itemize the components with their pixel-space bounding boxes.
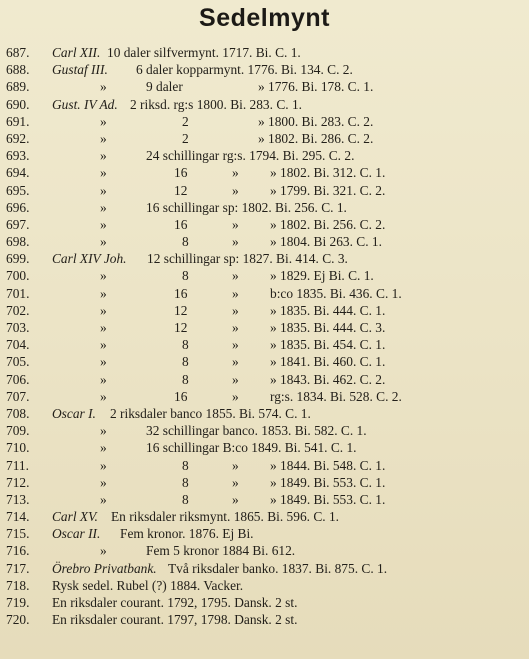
note-description: 24 schillingar rg:s. 1794. Bi. 295. C. 2. — [146, 148, 355, 164]
note-details: » 1835. Bi. 444. C. 3. — [270, 320, 386, 335]
ditto-mark: » — [100, 234, 107, 250]
list-item — [0, 302, 529, 319]
ditto-mark: » — [100, 371, 107, 387]
list-item — [0, 199, 529, 216]
list-item — [0, 164, 529, 181]
ditto-mark: » — [232, 234, 239, 250]
list-item — [0, 285, 529, 302]
ruler-name: Gustaf III. — [52, 62, 108, 78]
ditto-mark: » — [100, 337, 107, 353]
item-number: 702. — [6, 302, 30, 318]
ditto-mark: » — [100, 440, 107, 456]
ruler-name: Carl XIV Joh. — [52, 251, 127, 267]
note-description: 2 — [182, 113, 189, 129]
note-description: 8 — [182, 457, 189, 473]
list-item — [0, 147, 529, 164]
list-item — [0, 113, 529, 130]
note-details: rg:s. 1834. Bi. 528. C. 2. — [270, 388, 402, 404]
item-number: 703. — [6, 320, 30, 335]
item-number: 701. — [6, 285, 30, 301]
item-number: 720. — [6, 612, 30, 628]
ditto-mark: » — [232, 216, 239, 232]
item-number: 707. — [6, 388, 30, 404]
ditto-mark: » — [232, 474, 239, 490]
ditto-mark: » — [100, 457, 107, 473]
ruler-name: Carl XII. — [52, 45, 101, 60]
ditto-mark: » — [232, 268, 239, 284]
ditto-mark: » — [232, 388, 239, 404]
note-description: En riksdaler riksmynt. 1865. Bi. 596. C. 1. — [111, 509, 340, 525]
note-description: 16 — [174, 216, 188, 232]
note-details: » 1849. Bi. 553. C. 1. — [270, 491, 386, 507]
item-number: 688. — [6, 62, 30, 78]
note-description: 12 — [174, 302, 188, 318]
ditto-mark: » — [100, 320, 107, 335]
list-item — [0, 96, 529, 113]
note-description: 12 schillingar sp: 1827. Bi. 414. C. 3. — [147, 251, 348, 267]
ditto-mark: » — [100, 165, 107, 181]
coin-list — [0, 44, 529, 628]
item-number: 718. — [6, 577, 30, 593]
note-details: » 1804. Bi 263. C. 1. — [270, 234, 382, 250]
item-number: 692. — [6, 130, 30, 146]
item-number: 698. — [6, 234, 30, 250]
ditto-mark: » — [100, 216, 107, 232]
ditto-mark: » — [232, 320, 239, 335]
item-number: 709. — [6, 423, 30, 439]
ditto-mark: » — [100, 474, 107, 490]
list-item — [0, 611, 529, 628]
ditto-mark: » — [100, 543, 107, 559]
list-item — [0, 78, 529, 95]
note-details: » 1843. Bi. 462. C. 2. — [270, 371, 386, 387]
note-details: » 1802. Bi. 286. C. 2. — [258, 130, 374, 146]
list-item — [0, 130, 529, 147]
note-description: 16 — [174, 285, 188, 301]
ditto-mark: » — [100, 79, 107, 95]
list-item — [0, 560, 529, 577]
list-item — [0, 250, 529, 267]
note-details: » 1799. Bi. 321. C. 2. — [270, 182, 386, 198]
item-number: 687. — [6, 45, 30, 60]
note-description: Rysk sedel. Rubel (?) 1884. Vacker. — [52, 577, 244, 593]
note-description: 16 — [174, 165, 188, 181]
list-item — [0, 44, 529, 61]
note-description: Fem kronor. 1876. Ej Bi. — [120, 526, 254, 542]
ruler-name: Gust. IV Ad. — [52, 96, 118, 112]
note-description: 16 schillingar B:co 1849. Bi. 541. C. 1. — [146, 440, 357, 456]
ditto-mark: » — [100, 199, 107, 215]
page-title: Sedelmynt — [199, 4, 330, 32]
item-number: 711. — [6, 457, 29, 473]
note-details: » 1849. Bi. 553. C. 1. — [270, 474, 386, 490]
item-number: 714. — [6, 509, 30, 525]
note-description: 10 daler silfvermynt. 1717. Bi. C. 1. — [107, 45, 301, 60]
ditto-mark: » — [232, 302, 239, 318]
note-description: En riksdaler courant. 1797, 1798. Dansk. 2 st. — [52, 612, 298, 628]
list-item — [0, 439, 529, 456]
ditto-mark: » — [100, 148, 107, 164]
item-number: 700. — [6, 268, 30, 284]
note-details: » 1829. Ej Bi. C. 1. — [270, 268, 374, 284]
list-item — [0, 577, 529, 594]
note-description: 9 daler — [146, 79, 183, 95]
item-number: 695. — [6, 182, 30, 198]
list-item — [0, 594, 529, 611]
list-item — [0, 233, 529, 250]
item-number: 697. — [6, 216, 30, 232]
list-item — [0, 457, 529, 474]
note-details: » 1835. Bi. 444. C. 1. — [270, 302, 386, 318]
item-number: 710. — [6, 440, 30, 456]
note-description: 12 — [174, 182, 188, 198]
item-number: 708. — [6, 405, 30, 421]
note-description: En riksdaler courant. 1792, 1795. Dansk. 2 st. — [52, 595, 298, 610]
ruler-name: Oscar II. — [52, 526, 101, 542]
note-details: » 1802. Bi. 312. C. 1. — [270, 165, 386, 181]
list-item — [0, 388, 529, 405]
note-details: » 1802. Bi. 256. C. 2. — [270, 216, 386, 232]
note-details: » 1835. Bi. 454. C. 1. — [270, 337, 386, 353]
ditto-mark: » — [100, 388, 107, 404]
item-number: 716. — [6, 543, 30, 559]
ditto-mark: » — [232, 337, 239, 353]
ditto-mark: » — [100, 268, 107, 284]
note-description: 8 — [182, 371, 189, 387]
item-number: 693. — [6, 148, 30, 164]
list-item — [0, 525, 529, 542]
list-item — [0, 491, 529, 508]
ditto-mark: » — [100, 182, 107, 198]
item-number: 689. — [6, 79, 30, 95]
ditto-mark: » — [100, 113, 107, 129]
note-description: 8 — [182, 474, 189, 490]
note-description: 8 — [182, 354, 189, 370]
ditto-mark: » — [100, 130, 107, 146]
note-description: 2 riksd. rg:s 1800. Bi. 283. C. 1. — [130, 96, 302, 112]
item-number: 715. — [6, 526, 30, 542]
item-number: 719. — [6, 595, 30, 610]
ditto-mark: » — [232, 285, 239, 301]
item-number: 705. — [6, 354, 30, 370]
item-number: 691. — [6, 113, 30, 129]
list-item — [0, 474, 529, 491]
note-details: » 1800. Bi. 283. C. 2. — [258, 113, 374, 129]
item-number: 704. — [6, 337, 30, 353]
item-number: 706. — [6, 371, 30, 387]
ditto-mark: » — [232, 182, 239, 198]
list-item — [0, 267, 529, 284]
item-number: 713. — [6, 491, 30, 507]
note-description: 8 — [182, 337, 189, 353]
item-number: 690. — [6, 96, 30, 112]
note-description: 16 schillingar sp: 1802. Bi. 256. C. 1. — [146, 199, 347, 215]
note-description: 8 — [182, 491, 189, 507]
ditto-mark: » — [232, 491, 239, 507]
ruler-name: Örebro Privatbank. — [52, 560, 157, 576]
ruler-name: Oscar I. — [52, 405, 96, 421]
note-details: b:co 1835. Bi. 436. C. 1. — [270, 285, 402, 301]
note-description: 32 schillingar banco. 1853. Bi. 582. C. 1. — [146, 423, 367, 439]
list-item — [0, 508, 529, 525]
list-item — [0, 542, 529, 559]
ditto-mark: » — [232, 371, 239, 387]
note-description: 8 — [182, 268, 189, 284]
ruler-name: Carl XV. — [52, 509, 98, 525]
list-item — [0, 422, 529, 439]
ditto-mark: » — [100, 302, 107, 318]
item-number: 712. — [6, 474, 30, 490]
note-description: Två riksdaler banko. 1837. Bi. 875. C. 1. — [168, 560, 388, 576]
note-description: 16 — [174, 388, 188, 404]
list-item — [0, 61, 529, 78]
list-item — [0, 216, 529, 233]
ditto-mark: » — [100, 285, 107, 301]
ditto-mark: » — [232, 457, 239, 473]
list-item — [0, 371, 529, 388]
note-description: 12 — [174, 320, 188, 335]
ditto-mark: » — [100, 354, 107, 370]
list-item — [0, 319, 529, 336]
ditto-mark: » — [232, 354, 239, 370]
note-description: 8 — [182, 234, 189, 250]
list-item — [0, 405, 529, 422]
item-number: 696. — [6, 199, 30, 215]
list-item — [0, 182, 529, 199]
note-details: » 1776. Bi. 178. C. 1. — [258, 79, 374, 95]
ditto-mark: » — [100, 423, 107, 439]
note-description: Fem 5 kronor 1884 Bi. 612. — [146, 543, 296, 559]
list-item — [0, 353, 529, 370]
note-description: 2 riksdaler banco 1855. Bi. 574. C. 1. — [110, 405, 311, 421]
note-description: 6 daler kopparmynt. 1776. Bi. 134. C. 2. — [136, 62, 353, 78]
note-details: » 1844. Bi. 548. C. 1. — [270, 457, 386, 473]
item-number: 694. — [6, 165, 30, 181]
ditto-mark: » — [100, 491, 107, 507]
item-number: 717. — [6, 560, 30, 576]
note-description: 2 — [182, 130, 189, 146]
ditto-mark: » — [232, 165, 239, 181]
item-number: 699. — [6, 251, 30, 267]
list-item — [0, 336, 529, 353]
note-details: » 1841. Bi. 460. C. 1. — [270, 354, 386, 370]
